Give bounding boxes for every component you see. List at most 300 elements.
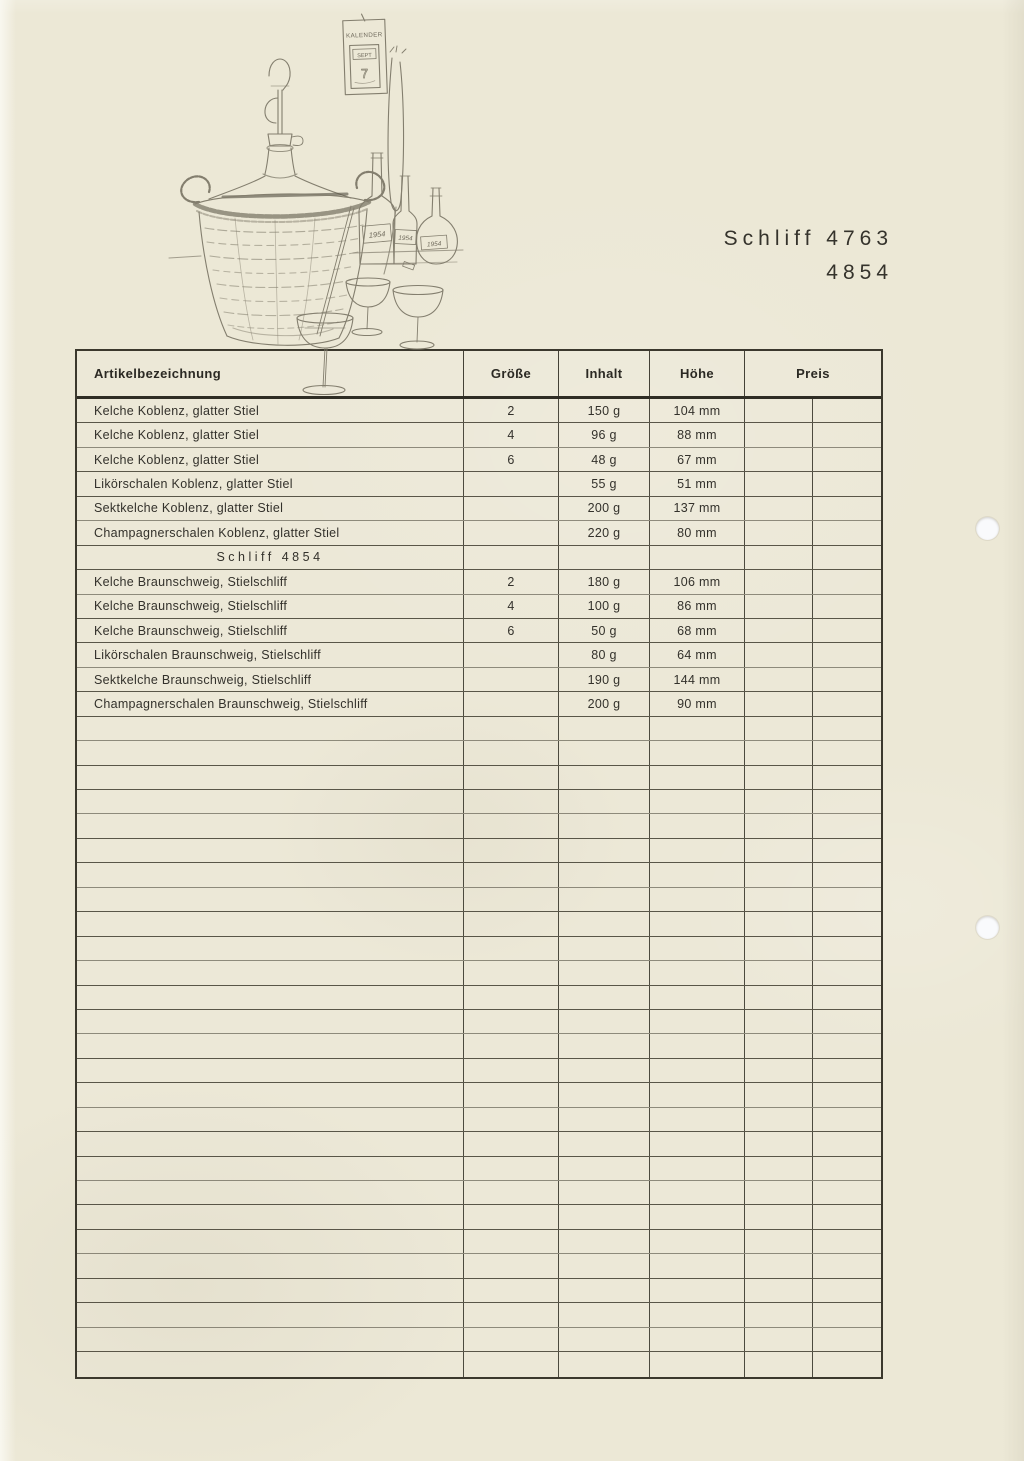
empty-table-row — [77, 912, 881, 936]
cell-preis-right — [812, 619, 881, 642]
empty-table-row — [77, 741, 881, 765]
bottle-1-year-label: 1954 — [368, 229, 386, 240]
cell-artikel — [77, 1010, 463, 1033]
wine-bottle-1 — [359, 153, 395, 264]
cell-groesse — [463, 1059, 558, 1082]
item-table-row — [77, 643, 881, 667]
cell-hoehe — [649, 986, 744, 1009]
empty-table-row — [77, 839, 881, 863]
cell-groesse: 4 — [463, 595, 558, 618]
cell-preis-left — [744, 399, 812, 422]
cell-artikel — [77, 1157, 463, 1180]
cell-hoehe — [649, 1352, 744, 1376]
cell-inhalt — [558, 1108, 649, 1131]
cell-artikel: Kelche Braunschweig, Stielschliff — [94, 623, 288, 638]
cell-hoehe: 68 mm — [649, 619, 744, 642]
cell-artikel — [77, 1328, 463, 1351]
cell-hoehe — [649, 961, 744, 984]
cell-artikel — [77, 790, 463, 813]
cell-inhalt — [558, 1328, 649, 1351]
cell-inhalt — [558, 790, 649, 813]
cell-groesse — [463, 766, 558, 789]
item-table-row — [77, 448, 881, 472]
cell-groesse — [463, 1352, 558, 1376]
cell-groesse: 6 — [463, 619, 558, 642]
cell-inhalt — [558, 1254, 649, 1277]
cell-hoehe: 106 mm — [649, 570, 744, 593]
cell-inhalt — [558, 863, 649, 886]
cell-hoehe — [649, 1132, 744, 1155]
col-header-inhalt: Inhalt — [558, 351, 649, 396]
cell-groesse — [463, 1279, 558, 1302]
cell-inhalt: 100 g — [558, 595, 649, 618]
empty-table-row — [77, 1083, 881, 1107]
cell-preis-right — [812, 937, 881, 960]
calendar-sketch — [343, 13, 388, 94]
cell-inhalt — [558, 1059, 649, 1082]
cell-groesse — [463, 1328, 558, 1351]
item-table-row — [77, 423, 881, 447]
empty-table-row — [77, 1059, 881, 1083]
empty-table-row — [77, 1303, 881, 1327]
cell-preis-left — [744, 1083, 812, 1106]
cell-groesse — [463, 1230, 558, 1253]
cell-hoehe — [649, 766, 744, 789]
cell-preis-right — [812, 888, 881, 911]
cell-groesse — [463, 717, 558, 740]
cell-artikel — [77, 1205, 463, 1228]
cell-groesse — [463, 1181, 558, 1204]
cell-preis-left — [744, 839, 812, 862]
cell-preis-right — [812, 1059, 881, 1082]
cell-artikel: Likörschalen Braunschweig, Stielschliff — [94, 648, 321, 663]
cell-preis-left — [744, 912, 812, 935]
cell-hoehe: 86 mm — [649, 595, 744, 618]
cell-artikel — [77, 986, 463, 1009]
cell-artikel — [77, 1132, 463, 1155]
cell-hoehe — [649, 937, 744, 960]
calendar-day-label: 7 — [360, 65, 369, 82]
cell-preis-left — [744, 1230, 812, 1253]
cell-artikel: Kelche Koblenz, glatter Stiel — [94, 428, 260, 443]
cell-inhalt — [558, 839, 649, 862]
cell-inhalt — [558, 1157, 649, 1180]
cell-hoehe: 137 mm — [649, 497, 744, 520]
cell-preis-left — [744, 717, 812, 740]
cell-artikel — [77, 863, 463, 886]
cell-hoehe — [649, 741, 744, 764]
cell-preis-left — [744, 1181, 812, 1204]
cell-hoehe — [649, 1254, 744, 1277]
cell-artikel — [77, 1230, 463, 1253]
cell-inhalt — [558, 912, 649, 935]
cell-groesse — [463, 521, 558, 544]
cell-artikel — [77, 814, 463, 837]
wine-flask-3 — [417, 188, 458, 264]
item-table-row — [77, 668, 881, 692]
cell-artikel — [77, 1108, 463, 1131]
cell-preis-right — [812, 1034, 881, 1057]
cell-preis-left — [744, 986, 812, 1009]
cell-artikel: Kelche Braunschweig, Stielschliff — [94, 599, 288, 614]
cell-inhalt — [558, 546, 649, 569]
cell-hoehe — [649, 1328, 744, 1351]
cell-artikel: Kelche Koblenz, glatter Stiel — [94, 403, 260, 418]
cork-sketch — [403, 261, 415, 269]
empty-table-row — [77, 1352, 881, 1376]
cell-hoehe — [649, 863, 744, 886]
cell-groesse: 2 — [463, 399, 558, 422]
title-line-2: 4854 — [826, 261, 893, 284]
empty-table-row — [77, 1181, 881, 1205]
col-header-artikelbezeichnung: Artikelbezeichnung — [94, 366, 222, 381]
cell-hoehe — [649, 912, 744, 935]
cell-groesse — [463, 497, 558, 520]
cell-hoehe — [649, 839, 744, 862]
cell-inhalt: 190 g — [558, 668, 649, 691]
cell-inhalt — [558, 937, 649, 960]
cell-preis-right — [812, 912, 881, 935]
cell-inhalt — [558, 961, 649, 984]
cell-preis-right — [812, 546, 881, 569]
item-table-row — [77, 472, 881, 496]
cell-preis-right — [812, 1328, 881, 1351]
cell-artikel — [77, 937, 463, 960]
cell-inhalt — [558, 1230, 649, 1253]
cell-preis-left — [744, 521, 812, 544]
cell-artikel: Schliff 4854 — [216, 550, 324, 565]
item-table-row — [77, 692, 881, 716]
cell-preis-right — [812, 1205, 881, 1228]
cell-preis-right — [812, 497, 881, 520]
cell-preis-left — [744, 1352, 812, 1376]
empty-table-row — [77, 814, 881, 838]
cell-preis-right — [812, 472, 881, 495]
empty-table-row — [77, 1034, 881, 1058]
item-table-row — [77, 399, 881, 423]
siphon-hose-sketch — [384, 46, 406, 274]
cell-inhalt — [558, 814, 649, 837]
empty-table-row — [77, 1132, 881, 1156]
cell-preis-right — [812, 839, 881, 862]
table-surface-lines — [169, 250, 463, 264]
cell-preis-left — [744, 692, 812, 715]
cell-artikel — [77, 766, 463, 789]
cell-inhalt: 80 g — [558, 643, 649, 666]
cell-groesse — [463, 912, 558, 935]
cell-inhalt — [558, 1132, 649, 1155]
cell-groesse — [463, 668, 558, 691]
cell-preis-left — [744, 863, 812, 886]
cell-preis-right — [812, 1157, 881, 1180]
cell-preis-right — [812, 668, 881, 691]
cell-groesse — [463, 472, 558, 495]
cell-hoehe: 64 mm — [649, 643, 744, 666]
cell-groesse — [463, 863, 558, 886]
cell-groesse — [463, 961, 558, 984]
empty-table-row — [77, 937, 881, 961]
cell-preis-left — [744, 1157, 812, 1180]
cell-artikel — [77, 1083, 463, 1106]
cell-preis-left — [744, 814, 812, 837]
cell-preis-left — [744, 766, 812, 789]
cell-preis-right — [812, 717, 881, 740]
cell-artikel — [77, 839, 463, 862]
cell-groesse — [463, 1034, 558, 1057]
price-table — [75, 349, 883, 1379]
cell-preis-right — [812, 961, 881, 984]
empty-table-row — [77, 1108, 881, 1132]
cell-hoehe — [649, 1083, 744, 1106]
col-header-preis: Preis — [744, 351, 881, 396]
cell-inhalt: 200 g — [558, 692, 649, 715]
cell-preis-right — [812, 814, 881, 837]
cell-preis-right — [812, 570, 881, 593]
cell-inhalt — [558, 1010, 649, 1033]
cell-preis-right — [812, 1108, 881, 1131]
cell-inhalt: 220 g — [558, 521, 649, 544]
cell-preis-right — [812, 863, 881, 886]
cell-artikel: Champagnerschalen Braunschweig, Stielschliff — [94, 696, 368, 711]
cell-preis-right — [812, 766, 881, 789]
cell-groesse — [463, 888, 558, 911]
glassware-still-life-illustration — [165, 6, 485, 398]
cell-preis-right — [812, 1254, 881, 1277]
cell-groesse — [463, 1205, 558, 1228]
cell-artikel — [77, 1254, 463, 1277]
cell-preis-left — [744, 595, 812, 618]
cell-groesse — [463, 790, 558, 813]
cell-preis-right — [812, 595, 881, 618]
cell-hoehe: 88 mm — [649, 423, 744, 446]
cell-preis-right — [812, 448, 881, 471]
cell-hoehe — [649, 717, 744, 740]
cell-preis-right — [812, 1181, 881, 1204]
cell-artikel — [77, 1181, 463, 1204]
cell-preis-right — [812, 790, 881, 813]
empty-table-row — [77, 863, 881, 887]
cell-artikel: Likörschalen Koblenz, glatter Stiel — [94, 477, 293, 492]
cell-artikel: Champagnerschalen Koblenz, glatter Stiel — [94, 525, 340, 540]
cell-groesse — [463, 643, 558, 666]
wine-bottle-2 — [393, 176, 417, 264]
punch-hole-bottom — [976, 916, 999, 939]
cell-preis-right — [812, 643, 881, 666]
empty-table-row — [77, 1279, 881, 1303]
cell-artikel — [77, 1279, 463, 1302]
page-title — [724, 222, 893, 290]
cell-preis-left — [744, 1254, 812, 1277]
cell-inhalt — [558, 1034, 649, 1057]
cell-groesse — [463, 1254, 558, 1277]
cell-inhalt: 150 g — [558, 399, 649, 422]
cell-hoehe — [649, 1010, 744, 1033]
cell-preis-left — [744, 741, 812, 764]
cell-inhalt: 96 g — [558, 423, 649, 446]
cell-artikel — [77, 1303, 463, 1326]
cell-hoehe — [649, 888, 744, 911]
cell-hoehe — [649, 790, 744, 813]
empty-table-row — [77, 1230, 881, 1254]
cell-hoehe — [649, 1279, 744, 1302]
cell-preis-right — [812, 423, 881, 446]
col-header-hoehe: Höhe — [649, 351, 744, 396]
cell-preis-left — [744, 1132, 812, 1155]
empty-table-row — [77, 1328, 881, 1352]
cell-groesse — [463, 1132, 558, 1155]
cell-inhalt: 50 g — [558, 619, 649, 642]
cell-hoehe — [649, 814, 744, 837]
cell-inhalt — [558, 1083, 649, 1106]
cell-preis-right — [812, 1352, 881, 1376]
table-body — [77, 399, 881, 1377]
cell-inhalt: 48 g — [558, 448, 649, 471]
cell-inhalt — [558, 717, 649, 740]
cell-artikel — [77, 1059, 463, 1082]
empty-table-row — [77, 986, 881, 1010]
cell-inhalt: 180 g — [558, 570, 649, 593]
cell-preis-left — [744, 937, 812, 960]
cell-preis-left — [744, 1010, 812, 1033]
cell-groesse — [463, 1303, 558, 1326]
cell-hoehe — [649, 1108, 744, 1131]
cell-preis-right — [812, 1083, 881, 1106]
cell-preis-right — [812, 986, 881, 1009]
cell-preis-left — [744, 668, 812, 691]
empty-table-row — [77, 1010, 881, 1034]
cell-preis-left — [744, 1059, 812, 1082]
cell-inhalt: 200 g — [558, 497, 649, 520]
cell-preis-right — [812, 1132, 881, 1155]
cell-preis-right — [812, 741, 881, 764]
cell-preis-left — [744, 546, 812, 569]
item-table-row — [77, 497, 881, 521]
empty-table-row — [77, 1157, 881, 1181]
empty-table-row — [77, 1205, 881, 1229]
cell-inhalt — [558, 1205, 649, 1228]
item-table-row — [77, 521, 881, 545]
cell-preis-left — [744, 1034, 812, 1057]
table-header-row — [77, 351, 881, 399]
cell-preis-left — [744, 888, 812, 911]
cell-preis-left — [744, 1108, 812, 1131]
item-table-row — [77, 619, 881, 643]
cell-groesse — [463, 741, 558, 764]
cell-preis-right — [812, 692, 881, 715]
cell-artikel — [77, 741, 463, 764]
cell-inhalt — [558, 741, 649, 764]
cell-preis-left — [744, 1205, 812, 1228]
cell-groesse — [463, 1108, 558, 1131]
cell-inhalt — [558, 1279, 649, 1302]
cell-inhalt: 55 g — [558, 472, 649, 495]
cell-hoehe: 90 mm — [649, 692, 744, 715]
cell-hoehe: 80 mm — [649, 521, 744, 544]
cell-inhalt — [558, 1352, 649, 1376]
cell-preis-left — [744, 423, 812, 446]
cell-preis-left — [744, 1328, 812, 1351]
wicker-basket-sketch — [181, 172, 384, 345]
cell-groesse — [463, 937, 558, 960]
cell-groesse — [463, 1010, 558, 1033]
cell-hoehe: 67 mm — [649, 448, 744, 471]
cell-artikel — [77, 1034, 463, 1057]
cell-groesse — [463, 1083, 558, 1106]
title-line-1: Schliff 4763 — [723, 227, 893, 250]
cell-groesse: 4 — [463, 423, 558, 446]
cell-groesse: 2 — [463, 570, 558, 593]
cell-preis-left — [744, 961, 812, 984]
cell-groesse — [463, 986, 558, 1009]
cell-preis-right — [812, 1010, 881, 1033]
cell-groesse — [463, 692, 558, 715]
cell-groesse — [463, 1157, 558, 1180]
cell-hoehe — [649, 1205, 744, 1228]
cell-hoehe: 144 mm — [649, 668, 744, 691]
cell-artikel: Kelche Koblenz, glatter Stiel — [94, 452, 260, 467]
cell-artikel: Kelche Braunschweig, Stielschliff — [94, 574, 288, 589]
empty-table-row — [77, 766, 881, 790]
cell-hoehe — [649, 1034, 744, 1057]
cell-artikel: Sektkelche Koblenz, glatter Stiel — [94, 501, 284, 516]
cell-preis-left — [744, 790, 812, 813]
cell-preis-right — [812, 521, 881, 544]
cell-hoehe — [649, 1059, 744, 1082]
cell-artikel — [77, 717, 463, 740]
cell-preis-left — [744, 570, 812, 593]
cell-artikel — [77, 1352, 463, 1376]
cell-groesse — [463, 839, 558, 862]
cell-artikel: Sektkelche Braunschweig, Stielschliff — [94, 672, 312, 687]
demijohn-with-airlock-sketch — [209, 59, 351, 199]
cell-hoehe — [649, 1230, 744, 1253]
cell-hoehe — [649, 546, 744, 569]
cell-preis-left — [744, 643, 812, 666]
cell-preis-left — [744, 1303, 812, 1326]
calendar-month-label: SEPT — [357, 52, 372, 60]
champagne-coupe-right — [393, 286, 443, 350]
cell-groesse: 6 — [463, 448, 558, 471]
item-table-row — [77, 570, 881, 594]
cell-preis-right — [812, 399, 881, 422]
cell-hoehe — [649, 1157, 744, 1180]
cell-preis-left — [744, 497, 812, 520]
cell-inhalt — [558, 986, 649, 1009]
cell-preis-left — [744, 1279, 812, 1302]
cell-hoehe — [649, 1181, 744, 1204]
cell-inhalt — [558, 1181, 649, 1204]
cell-artikel — [77, 912, 463, 935]
cell-hoehe: 104 mm — [649, 399, 744, 422]
cell-preis-left — [744, 472, 812, 495]
cell-artikel — [77, 961, 463, 984]
cell-inhalt — [558, 1303, 649, 1326]
cell-hoehe — [649, 1303, 744, 1326]
cell-preis-right — [812, 1303, 881, 1326]
cell-artikel — [77, 888, 463, 911]
cell-preis-right — [812, 1230, 881, 1253]
cell-preis-right — [812, 1279, 881, 1302]
empty-table-row — [77, 790, 881, 814]
empty-table-row — [77, 1254, 881, 1278]
cell-groesse — [463, 546, 558, 569]
cell-groesse — [463, 814, 558, 837]
cell-preis-left — [744, 619, 812, 642]
cell-hoehe: 51 mm — [649, 472, 744, 495]
col-header-groesse: Größe — [463, 351, 558, 396]
empty-table-row — [77, 888, 881, 912]
punch-hole-top — [976, 517, 999, 540]
